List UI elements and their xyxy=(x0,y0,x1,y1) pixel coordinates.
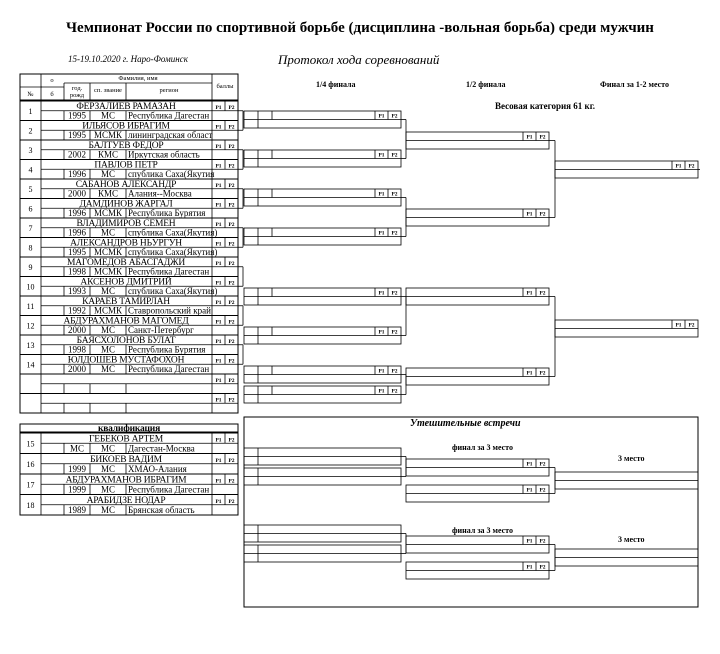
p1-label: P1 xyxy=(215,457,222,464)
athlete-number: 5 xyxy=(28,184,33,194)
athlete-rank: МС xyxy=(100,364,116,374)
athlete-year: 2000 xyxy=(68,188,86,199)
athlete-region: Алания--Москва xyxy=(128,188,192,199)
athlete-name: БАЯСХОЛОНОВ БУЛАТ xyxy=(76,335,176,346)
p2-label: P2 xyxy=(391,230,398,237)
athlete-year: 1995 xyxy=(68,110,86,121)
p2-label: P2 xyxy=(539,487,546,494)
athlete-number: 17 xyxy=(26,480,35,490)
athlete-number: 8 xyxy=(28,243,33,253)
p2-label: P2 xyxy=(228,241,235,248)
athlete-region: Ставропольский край xyxy=(128,305,211,316)
p1-label: P1 xyxy=(526,461,533,468)
p2-label: P2 xyxy=(228,221,235,228)
p2-label: P2 xyxy=(391,113,398,120)
p2-label: P2 xyxy=(228,377,235,384)
p2-label: P2 xyxy=(228,260,235,267)
weight-category: Весовая категория 61 кг. xyxy=(495,101,596,111)
p1-label: P1 xyxy=(215,437,222,444)
p2-label: P2 xyxy=(539,564,546,571)
athlete-name: АКСЕНОВ ДМИТРИЙ xyxy=(80,277,172,288)
header-points: баллы xyxy=(216,83,234,90)
athlete-number: 6 xyxy=(28,204,33,214)
header-year-b: рожд xyxy=(69,92,85,99)
athlete-rank: МСМК xyxy=(93,247,123,257)
p1-label: P1 xyxy=(215,221,222,228)
athlete-rank: МСМК xyxy=(93,305,123,316)
round-semi-label: 1/2 финала xyxy=(466,80,506,89)
p1-label: P1 xyxy=(215,397,222,404)
bronze-final-label-1: финал за 3 место xyxy=(452,443,513,452)
athlete-name: БИКОЕВ ВАДИМ xyxy=(90,454,162,465)
athlete-rank: МС xyxy=(100,325,116,335)
athlete-year: 2000 xyxy=(68,364,86,374)
p2-label: P2 xyxy=(228,319,235,326)
p1-label: P1 xyxy=(215,299,222,306)
athlete-rank: МС xyxy=(100,505,116,515)
p1-label: P1 xyxy=(215,478,222,485)
p1-label: P1 xyxy=(378,368,385,375)
athlete-rank: МС xyxy=(100,484,116,495)
p1-label: P1 xyxy=(378,329,385,336)
bronze-final-label-2: финал за 3 место xyxy=(452,526,513,535)
consolation-frame xyxy=(244,417,698,607)
header-no-a: о xyxy=(50,77,54,84)
athlete-region: Иркутская область xyxy=(128,149,200,160)
athlete-rank: КМС xyxy=(97,188,119,199)
athlete-year: 1992 xyxy=(68,305,86,316)
athlete-region: спублика Саха(Якутия xyxy=(128,169,215,179)
consolation-title: Утешительные встречи xyxy=(410,418,521,429)
p1-label: P1 xyxy=(215,163,222,170)
p1-label: P1 xyxy=(215,358,222,365)
athlete-year: 1989 xyxy=(68,505,86,515)
p1-label: P1 xyxy=(526,134,533,141)
athlete-number: 14 xyxy=(26,360,35,370)
header-rank: сп. звание xyxy=(94,87,122,94)
athlete-rank: МС xyxy=(100,169,116,179)
athlete-number: 16 xyxy=(26,459,35,469)
athlete-name: АБДУРАХМАНОВ ИБРАГИМ xyxy=(65,475,187,486)
athlete-rank: МС xyxy=(100,286,116,296)
p1-label: P1 xyxy=(215,338,222,345)
athlete-year: 1999 xyxy=(68,464,86,474)
date-place: 15-19.10.2020 г. Наро-Фоминск xyxy=(68,54,188,64)
p2-label: P2 xyxy=(228,143,235,150)
athlete-rank: МС xyxy=(100,110,116,121)
athlete-year: 1996 xyxy=(68,208,86,218)
athlete-number: 10 xyxy=(26,282,35,292)
athlete-name: ПАВЛОВ ПЕТР xyxy=(94,160,158,171)
athlete-region: Республика Бурятия xyxy=(128,208,206,218)
athlete-year: 1996 xyxy=(68,227,86,238)
p2-label: P2 xyxy=(228,124,235,131)
p2-label: P2 xyxy=(228,397,235,404)
p2-label: P2 xyxy=(228,280,235,287)
athlete-region: спублика Саха(Якутия) xyxy=(128,227,218,238)
athlete-region: Республика Дагестан xyxy=(128,110,210,121)
p1-label: P1 xyxy=(215,202,222,209)
p1-label: P1 xyxy=(526,538,533,545)
athlete-number: 13 xyxy=(26,340,35,350)
athlete-region: спублика Саха(Якутия) xyxy=(128,247,218,257)
p1-label: P1 xyxy=(378,152,385,159)
p1-label: P1 xyxy=(215,104,222,111)
athlete-region: спублика Саха(Якутия) xyxy=(128,286,218,296)
p1-label: P1 xyxy=(215,241,222,248)
p2-label: P2 xyxy=(228,457,235,464)
p2-label: P2 xyxy=(228,299,235,306)
p2-label: P2 xyxy=(539,538,546,545)
athlete-number: 15 xyxy=(26,439,35,449)
p1-label: P1 xyxy=(378,388,385,395)
p1-label: P1 xyxy=(526,211,533,218)
third-place-label-2: 3 место xyxy=(618,535,645,544)
p2-label: P2 xyxy=(539,290,546,297)
p1-label: P1 xyxy=(215,377,222,384)
p2-label: P2 xyxy=(688,322,695,329)
p1-label: P1 xyxy=(215,498,222,505)
p1-label: P1 xyxy=(215,182,222,189)
athlete-number: 9 xyxy=(28,262,33,272)
protocol-label: Протокол хода соревнований xyxy=(278,52,440,67)
header-no: № xyxy=(27,91,34,98)
athlete-number: 4 xyxy=(28,165,33,175)
athlete-number: 1 xyxy=(28,106,33,116)
athlete-year: 1998 xyxy=(68,344,86,355)
p2-label: P2 xyxy=(228,163,235,170)
p2-label: P2 xyxy=(228,437,235,444)
p1-label: P1 xyxy=(215,143,222,150)
athlete-name: АБДУРАХМАНОВ МАГОМЕД xyxy=(63,316,189,327)
p2-label: P2 xyxy=(228,182,235,189)
p2-label: P2 xyxy=(539,134,546,141)
athlete-rank: КМС xyxy=(97,149,119,160)
athlete-number: 11 xyxy=(26,301,35,311)
p2-label: P2 xyxy=(391,329,398,336)
round-quarter-label: 1/4 финала xyxy=(316,80,356,89)
athlete-name: ДАМДИНОВ ЖАРГАЛ xyxy=(79,199,173,210)
athlete-year: МС xyxy=(69,443,85,454)
athlete-name: ИЛЬЯСОВ ИБРАГИМ xyxy=(82,121,170,132)
p2-label: P2 xyxy=(391,290,398,297)
athlete-region: Санкт-Петербург xyxy=(128,325,194,335)
p1-label: P1 xyxy=(526,487,533,494)
athlete-number: 12 xyxy=(26,321,35,331)
p2-label: P2 xyxy=(228,358,235,365)
athlete-number: 7 xyxy=(28,223,33,233)
p2-label: P2 xyxy=(228,498,235,505)
athlete-region: Республика Дагестан xyxy=(128,484,210,495)
athlete-rank: МС xyxy=(100,227,116,238)
athlete-year: 1999 xyxy=(68,484,86,495)
athlete-name: ЮЛДОШЕВ МУСТАФОХОН xyxy=(67,355,185,366)
p2-label: P2 xyxy=(539,211,546,218)
athlete-region: Брянская область xyxy=(128,505,195,515)
p2-label: P2 xyxy=(228,338,235,345)
athlete-year: 1995 xyxy=(68,247,86,257)
p1-label: P1 xyxy=(378,290,385,297)
athlete-rank: МСМК xyxy=(93,130,123,140)
athlete-name: ГЕБЕКОВ АРТЕМ xyxy=(89,434,163,445)
athlete-number: 3 xyxy=(28,145,33,155)
athlete-rank: МС xyxy=(100,464,116,474)
athlete-name: БАЛТУЕВ ФЕДОР xyxy=(88,140,164,151)
athlete-region: лининградская област xyxy=(128,130,213,140)
p2-label: P2 xyxy=(391,152,398,159)
p1-label: P1 xyxy=(526,290,533,297)
header-no-b: б xyxy=(50,91,54,98)
athlete-rank: МС xyxy=(100,443,116,454)
athlete-year: 2000 xyxy=(68,325,86,335)
athlete-region: Дагестан-Москва xyxy=(128,443,195,454)
athlete-number: 18 xyxy=(26,500,35,510)
p2-label: P2 xyxy=(539,370,546,377)
p1-label: P1 xyxy=(526,564,533,571)
p2-label: P2 xyxy=(228,478,235,485)
athlete-region: ХМАО-Алания xyxy=(128,464,187,474)
athlete-rank: МСМК xyxy=(93,208,123,218)
athlete-name: САБАНОВ АЛЕКСАНДР xyxy=(75,179,177,190)
p1-label: P1 xyxy=(675,322,682,329)
p2-label: P2 xyxy=(539,461,546,468)
athlete-number: 2 xyxy=(28,126,33,136)
header-region: регион xyxy=(159,87,179,94)
header-name: Фамилия, имя xyxy=(118,75,158,82)
athlete-year: 1996 xyxy=(68,169,86,179)
page-title: Чемпионат России по спортивной борьбе (дисциплина -вольная борьба) среди мужчин xyxy=(66,20,654,36)
athlete-region: Республика Бурятия xyxy=(128,344,206,355)
p1-label: P1 xyxy=(675,163,682,170)
athlete-region: Республика Дагестан xyxy=(128,266,210,277)
athlete-name: КАРАЕВ ТАМИРЛАН xyxy=(82,296,170,307)
athlete-year: 1998 xyxy=(68,266,86,277)
p1-label: P1 xyxy=(215,260,222,267)
p1-label: P1 xyxy=(215,124,222,131)
p2-label: P2 xyxy=(391,191,398,198)
athlete-year: 2002 xyxy=(68,149,86,160)
qualification-label: квалификация xyxy=(97,424,161,434)
p1-label: P1 xyxy=(378,230,385,237)
athlete-name: МАГОМЕДОВ АБАСГАДЖИ xyxy=(66,257,186,268)
p2-label: P2 xyxy=(391,368,398,375)
p1-label: P1 xyxy=(378,113,385,120)
p1-label: P1 xyxy=(215,319,222,326)
round-final-label: Финал за 1-2 место xyxy=(600,80,669,89)
third-place-label-1: 3 место xyxy=(618,454,645,463)
athlete-rank: МС xyxy=(100,344,116,355)
athlete-name: ФЕРЗАЛИЕВ РАМАЗАН xyxy=(76,101,176,112)
p2-label: P2 xyxy=(391,388,398,395)
p2-label: P2 xyxy=(228,202,235,209)
p1-label: P1 xyxy=(378,191,385,198)
athlete-name: АРАБИДЗЕ НОДАР xyxy=(86,495,166,506)
athlete-region: Республика Дагестан xyxy=(128,364,210,374)
p1-label: P1 xyxy=(215,280,222,287)
athlete-name: ВЛАДИМИРОВ СЕМЕН xyxy=(76,218,176,229)
athlete-name: АЛЕКСАНДРОВ НЬУРГУН xyxy=(70,238,182,249)
p2-label: P2 xyxy=(688,163,695,170)
p1-label: P1 xyxy=(526,370,533,377)
header-year-a: год. xyxy=(71,85,83,92)
athlete-year: 1993 xyxy=(68,286,86,296)
p2-label: P2 xyxy=(228,104,235,111)
athlete-year: 1995 xyxy=(68,130,86,140)
athlete-rank: МСМК xyxy=(93,266,123,277)
